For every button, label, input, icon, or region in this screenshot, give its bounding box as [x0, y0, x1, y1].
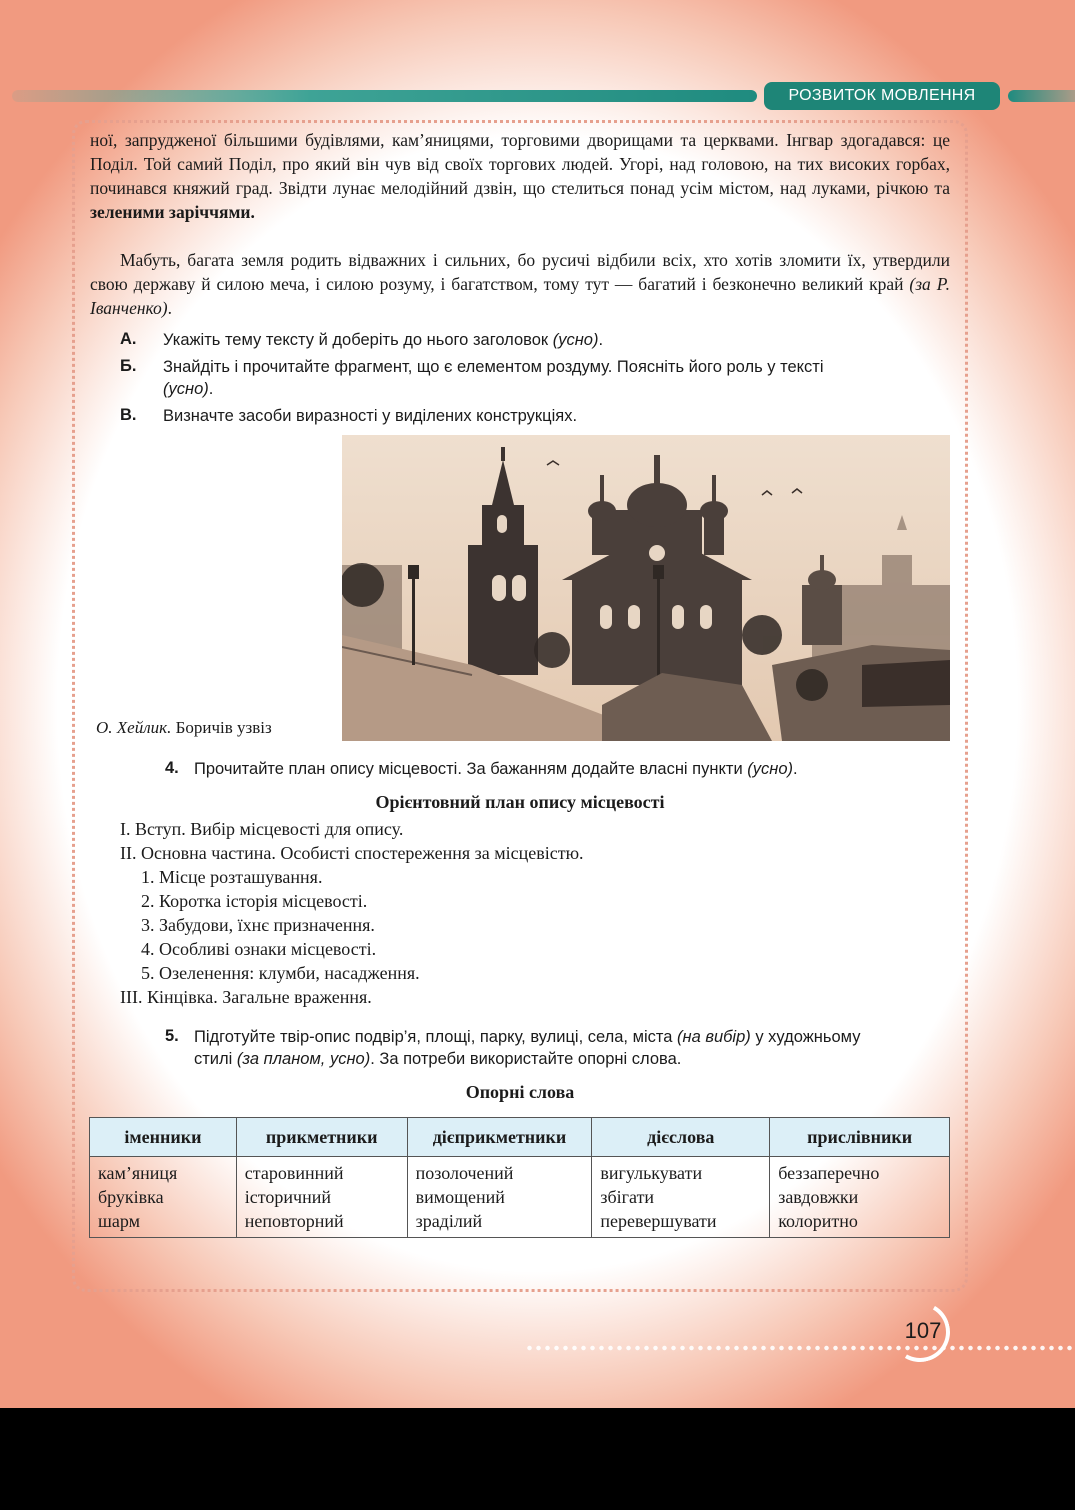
paragraph-1-bold: зеленими заріччями.	[90, 202, 255, 222]
exercise-5-text	[194, 1026, 894, 1070]
caption-author: О. Хейлик.	[96, 718, 172, 737]
exercise-5-body-2: у художньому стилі	[194, 1028, 861, 1068]
header-decor-bar	[12, 90, 757, 102]
table-cell	[90, 1157, 237, 1238]
table-header-cell: іменники	[90, 1118, 237, 1157]
task-a-tail: .	[598, 331, 604, 349]
exercise-4-tail: .	[793, 760, 798, 778]
task-c-text	[163, 405, 923, 427]
table-header-cell: прикметники	[236, 1118, 407, 1157]
task-a-body: Укажіть тему тексту й доберіть до нього заголовок	[163, 331, 553, 349]
plan-line: 3. Забудови, їхнє призначення.	[141, 915, 375, 935]
plan-line: І. Вступ. Вибір місцевості для опису.	[120, 819, 404, 839]
table-cell	[407, 1157, 592, 1238]
plan-line: 1. Місце розташування.	[141, 867, 323, 887]
task-b-note: (усно)	[163, 380, 209, 398]
plan-line: ІІ. Основна частина. Особисті спостереження за місцевістю.	[120, 843, 584, 863]
word: кам’яниця	[98, 1163, 178, 1183]
word: бруківка	[98, 1187, 164, 1207]
task-a-letter: А.	[120, 330, 137, 348]
table-cell	[592, 1157, 770, 1238]
plan-title: Орієнтовний план опису місцевості	[375, 792, 665, 812]
table-header-cell: дієприкметники	[407, 1118, 592, 1157]
plan-line: 5. Озеленення: клумби, насадження.	[141, 963, 420, 983]
word: зраділий	[415, 1211, 483, 1231]
word: перевершувати	[600, 1211, 717, 1231]
support-words-table	[89, 1117, 950, 1238]
task-a-text	[163, 329, 923, 351]
task-b-body: Знайдіть і прочитайте фрагмент, що є елементом роздуму. Поясніть його роль у тексті	[163, 358, 824, 376]
word: вимощений	[415, 1187, 505, 1207]
plan-line: ІІІ. Кінцівка. Загальне враження.	[120, 987, 372, 1007]
plan-line: 2. Коротка історія місцевості.	[141, 891, 368, 911]
header-decor-bar-right	[1008, 90, 1075, 102]
exercise-4-body: Прочитайте план опису місцевості. За бажанням додайте власні пункти	[194, 760, 748, 778]
exercise-4-number: 4.	[165, 759, 179, 777]
exercise-5-body-3: . За потреби використайте опорні слова.	[370, 1050, 682, 1068]
exercise-5-body-1: Підготуйте твір-опис подвір’я, площі, парку, вулиці, села, міста	[194, 1028, 677, 1046]
word: вигулькувати	[600, 1163, 703, 1183]
word: колоритно	[778, 1211, 858, 1231]
section-badge: РОЗВИТОК МОВЛЕННЯ	[764, 82, 1000, 110]
table-header-cell: дієслова	[592, 1118, 770, 1157]
word: неповторний	[244, 1211, 344, 1231]
word: шарм	[98, 1211, 140, 1231]
word: беззаперечно	[778, 1163, 880, 1183]
paragraph-1-text: ної, запрудженої більшими будівлями, кам’яницями, торговими дворищами та церквами. Інгвар здогадався: це Поділ. Той самий Поділ, про який він чув від своїх торгових людей. Угорі, над головою, на тих високих горбах, починався княжий град. Звідти лунає мелодійний дзвін, що стелиться понад усім містом, над луками, річкою та	[90, 130, 950, 198]
task-c-body: Визначте засоби виразності у виділених конструкціях.	[163, 407, 578, 425]
task-b-letter: Б.	[120, 357, 137, 375]
task-b-tail: .	[208, 380, 214, 398]
exercise-4-text	[194, 758, 934, 780]
table-row	[90, 1157, 950, 1238]
plan-line: 4. Особливі ознаки місцевості.	[141, 939, 377, 959]
task-b-text	[163, 356, 873, 400]
word: завдовжки	[778, 1187, 859, 1207]
word: збігати	[600, 1187, 655, 1207]
painting-caption	[96, 718, 272, 738]
task-c-letter: В.	[120, 406, 137, 424]
text-paragraph-2	[90, 248, 950, 320]
exercise-5-number: 5.	[165, 1027, 179, 1045]
paragraph-2-source: (за Р. Іванченко)	[90, 274, 951, 318]
task-a-note: (усно)	[552, 331, 599, 349]
painting-borychiv-uzviz	[342, 435, 950, 741]
table-header-cell: прислівники	[770, 1118, 950, 1157]
paragraph-2-text: Мабуть, багата земля родить відважних і сильних, бо русичі відбили всіх, хто хотів зломити їх, утвердили свою державу й силою меча, і силою розуму, і багатством, тому тут — багатий і безконечно великий край	[90, 250, 950, 294]
table-header-row	[90, 1118, 950, 1157]
table-cell	[236, 1157, 407, 1238]
words-title: Опорні слова	[465, 1082, 575, 1102]
page-number: 107	[904, 1318, 942, 1343]
exercise-5-note-1: (на вибір)	[677, 1028, 751, 1046]
word: історичний	[244, 1187, 331, 1207]
paragraph-2-end: .	[167, 298, 173, 318]
exercise-5-note-2: (за планом, усно)	[236, 1050, 371, 1068]
caption-title: Боричів узвіз	[171, 718, 272, 737]
text-paragraph-1	[90, 128, 950, 224]
footer-dots-decor	[525, 1345, 1075, 1351]
exercise-4-note: (усно)	[747, 760, 793, 778]
table-cell	[770, 1157, 950, 1238]
word: старовинний	[244, 1163, 344, 1183]
word: позолочений	[415, 1163, 514, 1183]
